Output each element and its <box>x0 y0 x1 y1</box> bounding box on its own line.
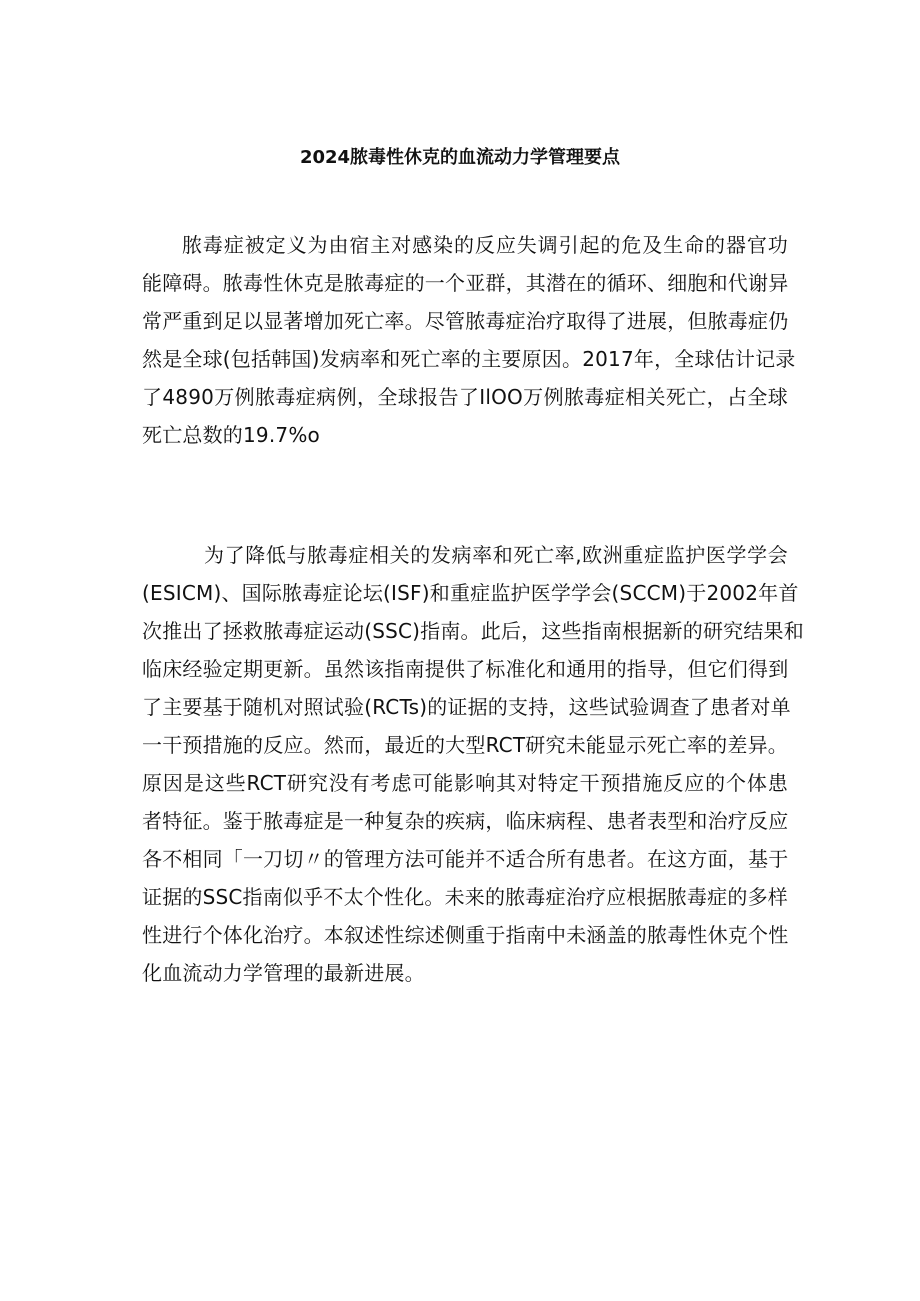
paragraph-line: 一干预措施的反应。然而，最近的大型RCT研究未能显示死亡率的差异。 <box>142 733 788 757</box>
paragraph-line: (ESICM)、国际脓毒症论坛(ISF)和重症监护医学学会(SCCM)于2002年首 <box>142 581 799 605</box>
paragraph-line: 原因是这些RCT研究没有考虑可能影响其对特定干预措施反应的个体患 <box>142 771 788 795</box>
paragraph-line: 常严重到足以显著增加死亡率。尽管脓毒症治疗取得了进展，但脓毒症仍 <box>142 309 789 333</box>
paragraph-line: 临床经验定期更新。虽然该指南提供了标准化和通用的指导，但它们得到 <box>142 657 789 681</box>
paragraph-line: 证据的SSC指南似乎不太个性化。未来的脓毒症治疗应根据脓毒症的多样 <box>142 885 788 909</box>
paragraph-line: 能障碍。脓毒性休克是脓毒症的一个亚群，其潜在的循环、细胞和代谢异 <box>142 271 789 295</box>
paragraph-line: 然是全球(包括韩国)发病率和死亡率的主要原因。2017年，全球估计记录 <box>142 347 796 371</box>
paragraph-line: 性进行个体化治疗。本叙述性综述侧重于指南中未涵盖的脓毒性休克个性 <box>142 923 789 947</box>
paragraph-line: 各不相同「一刀切〃的管理方法可能并不适合所有患者。在这方面，基于 <box>142 847 789 871</box>
paragraph-line: 了主要基于随机对照试验(RCTs)的证据的支持，这些试验调查了患者对单 <box>142 695 791 719</box>
paragraph-line: 为了降低与脓毒症相关的发病率和死亡率,欧洲重症监护医学学会 <box>204 543 788 567</box>
paragraph-line: 脓毒症被定义为由宿主对感染的反应失调引起的危及生命的器官功 <box>182 233 788 257</box>
paragraph-sepsis-definition <box>142 226 796 454</box>
paragraph-line: 者特征。鉴于脓毒症是一种复杂的疾病，临床病程、患者表型和治疗反应 <box>142 809 789 833</box>
paragraph-ssc-guidelines <box>142 536 804 992</box>
paragraph-line: 化血流动力学管理的最新进展。 <box>142 961 425 985</box>
document-title: 2024脓毒性休克的血流动力学管理要点 <box>299 147 621 168</box>
paragraph-line: 了4890万例脓毒症病例，全球报告了IlOO万例脓毒症相关死亡，占全球 <box>142 385 788 409</box>
paragraph-line: 死亡总数的19.7%o <box>142 423 320 447</box>
paragraph-line: 次推出了拯救脓毒症运动(SSC)指南。此后，这些指南根据新的研究结果和 <box>142 619 804 643</box>
